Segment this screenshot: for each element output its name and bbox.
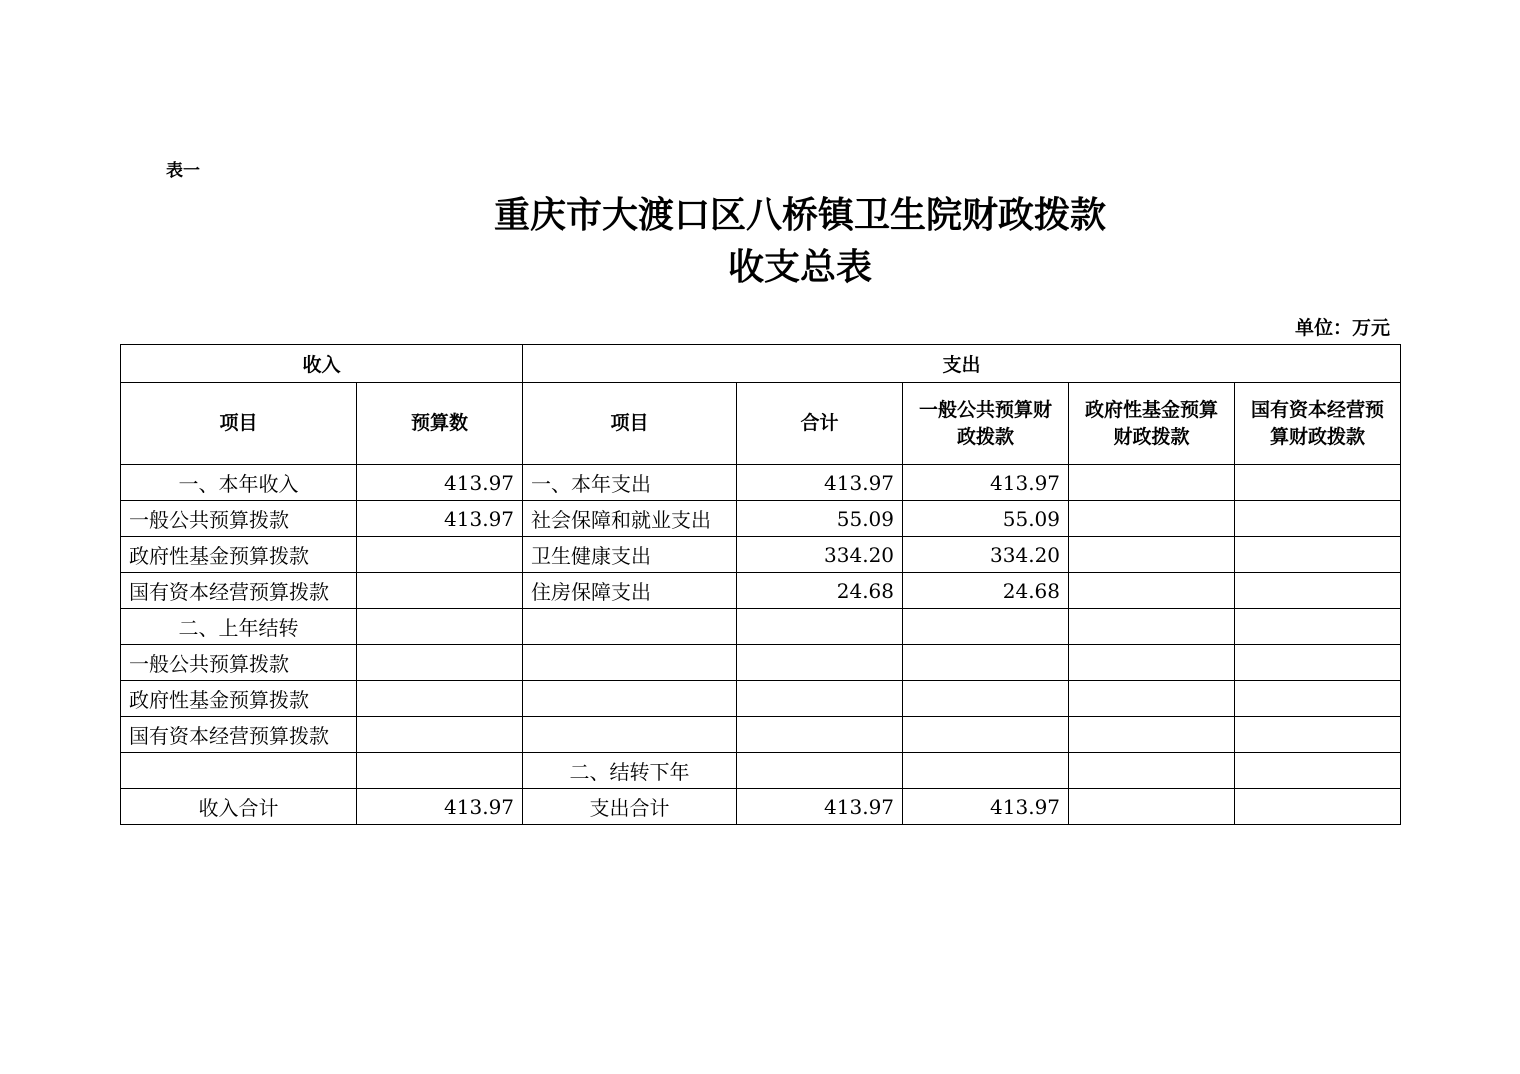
cell-gov-fund (1069, 537, 1235, 573)
cell-income-item: 二、上年结转 (121, 609, 357, 645)
col-header-total: 合计 (737, 383, 903, 465)
cell-total: 413.97 (737, 465, 903, 501)
cell-income-budget (357, 537, 523, 573)
cell-general-budget (903, 717, 1069, 753)
cell-total (737, 717, 903, 753)
cell-total: 55.09 (737, 501, 903, 537)
cell-state-capital (1235, 501, 1401, 537)
table-row-total (121, 789, 1401, 825)
cell-gov-fund (1069, 789, 1235, 825)
expense-section-header: 支出 (523, 345, 1401, 383)
budget-table (120, 344, 1401, 825)
cell-general-budget: 24.68 (903, 573, 1069, 609)
cell-general-budget (903, 753, 1069, 789)
section-header-row (121, 345, 1401, 383)
cell-expense-item (523, 681, 737, 717)
cell-total (737, 609, 903, 645)
cell-income-budget: 413.97 (357, 789, 523, 825)
table-row (121, 681, 1401, 717)
cell-gov-fund (1069, 645, 1235, 681)
cell-total (737, 753, 903, 789)
cell-income-item: 国有资本经营预算拨款 (121, 573, 357, 609)
cell-income-item: 国有资本经营预算拨款 (121, 717, 357, 753)
col-header-income-budget: 预算数 (357, 383, 523, 465)
cell-income-budget (357, 717, 523, 753)
cell-income-item: 政府性基金预算拨款 (121, 537, 357, 573)
col-header-general-budget: 一般公共预算财政拨款 (903, 383, 1069, 465)
cell-income-budget: 413.97 (357, 465, 523, 501)
cell-general-budget (903, 681, 1069, 717)
table-row (121, 753, 1401, 789)
cell-state-capital (1235, 753, 1401, 789)
cell-expense-item: 住房保障支出 (523, 573, 737, 609)
cell-expense-item: 二、结转下年 (523, 753, 737, 789)
cell-state-capital (1235, 465, 1401, 501)
cell-gov-fund (1069, 501, 1235, 537)
cell-income-item: 一般公共预算拨款 (121, 645, 357, 681)
cell-income-budget (357, 609, 523, 645)
cell-gov-fund (1069, 753, 1235, 789)
cell-general-budget (903, 609, 1069, 645)
cell-income-item: 一、本年收入 (121, 465, 357, 501)
table-row (121, 573, 1401, 609)
unit-label: 单位：万元 (1294, 317, 1390, 339)
cell-state-capital (1235, 681, 1401, 717)
cell-state-capital (1235, 789, 1401, 825)
page-subtitle: 收支总表 (727, 246, 872, 288)
cell-general-budget: 413.97 (903, 465, 1069, 501)
table-row (121, 465, 1401, 501)
cell-total (737, 681, 903, 717)
cell-income-budget (357, 681, 523, 717)
col-header-gov-fund: 政府性基金预算财政拨款 (1069, 383, 1235, 465)
cell-income-item: 收入合计 (121, 789, 357, 825)
cell-income-budget: 413.97 (357, 501, 523, 537)
col-header-expense-item: 项目 (523, 383, 737, 465)
cell-state-capital (1235, 609, 1401, 645)
cell-state-capital (1235, 717, 1401, 753)
table-row (121, 609, 1401, 645)
cell-gov-fund (1069, 717, 1235, 753)
table-row (121, 717, 1401, 753)
cell-total: 24.68 (737, 573, 903, 609)
cell-income-item: 政府性基金预算拨款 (121, 681, 357, 717)
cell-total (737, 645, 903, 681)
cell-state-capital (1235, 573, 1401, 609)
col-header-income-item: 项目 (121, 383, 357, 465)
cell-income-budget (357, 573, 523, 609)
cell-expense-item: 支出合计 (523, 789, 737, 825)
col-header-state-capital: 国有资本经营预算财政拨款 (1235, 383, 1401, 465)
cell-gov-fund (1069, 681, 1235, 717)
doc-label: 表一 (166, 161, 200, 181)
income-section-header: 收入 (121, 345, 523, 383)
column-header-row (121, 383, 1401, 465)
cell-expense-item (523, 609, 737, 645)
cell-total: 334.20 (737, 537, 903, 573)
table-row (121, 645, 1401, 681)
cell-income-item: 一般公共预算拨款 (121, 501, 357, 537)
table-row (121, 537, 1401, 573)
cell-general-budget: 334.20 (903, 537, 1069, 573)
cell-state-capital (1235, 537, 1401, 573)
cell-income-budget (357, 753, 523, 789)
cell-expense-item (523, 717, 737, 753)
cell-state-capital (1235, 645, 1401, 681)
cell-expense-item: 社会保障和就业支出 (523, 501, 737, 537)
page-title: 重庆市大渡口区八桥镇卫生院财政拨款 (493, 194, 1106, 236)
cell-expense-item: 一、本年支出 (523, 465, 737, 501)
cell-expense-item: 卫生健康支出 (523, 537, 737, 573)
cell-gov-fund (1069, 609, 1235, 645)
cell-gov-fund (1069, 465, 1235, 501)
cell-expense-item (523, 645, 737, 681)
cell-general-budget: 413.97 (903, 789, 1069, 825)
cell-income-budget (357, 645, 523, 681)
cell-general-budget (903, 645, 1069, 681)
cell-general-budget: 55.09 (903, 501, 1069, 537)
table-row (121, 501, 1401, 537)
cell-total: 413.97 (737, 789, 903, 825)
cell-income-item (121, 753, 357, 789)
cell-gov-fund (1069, 573, 1235, 609)
